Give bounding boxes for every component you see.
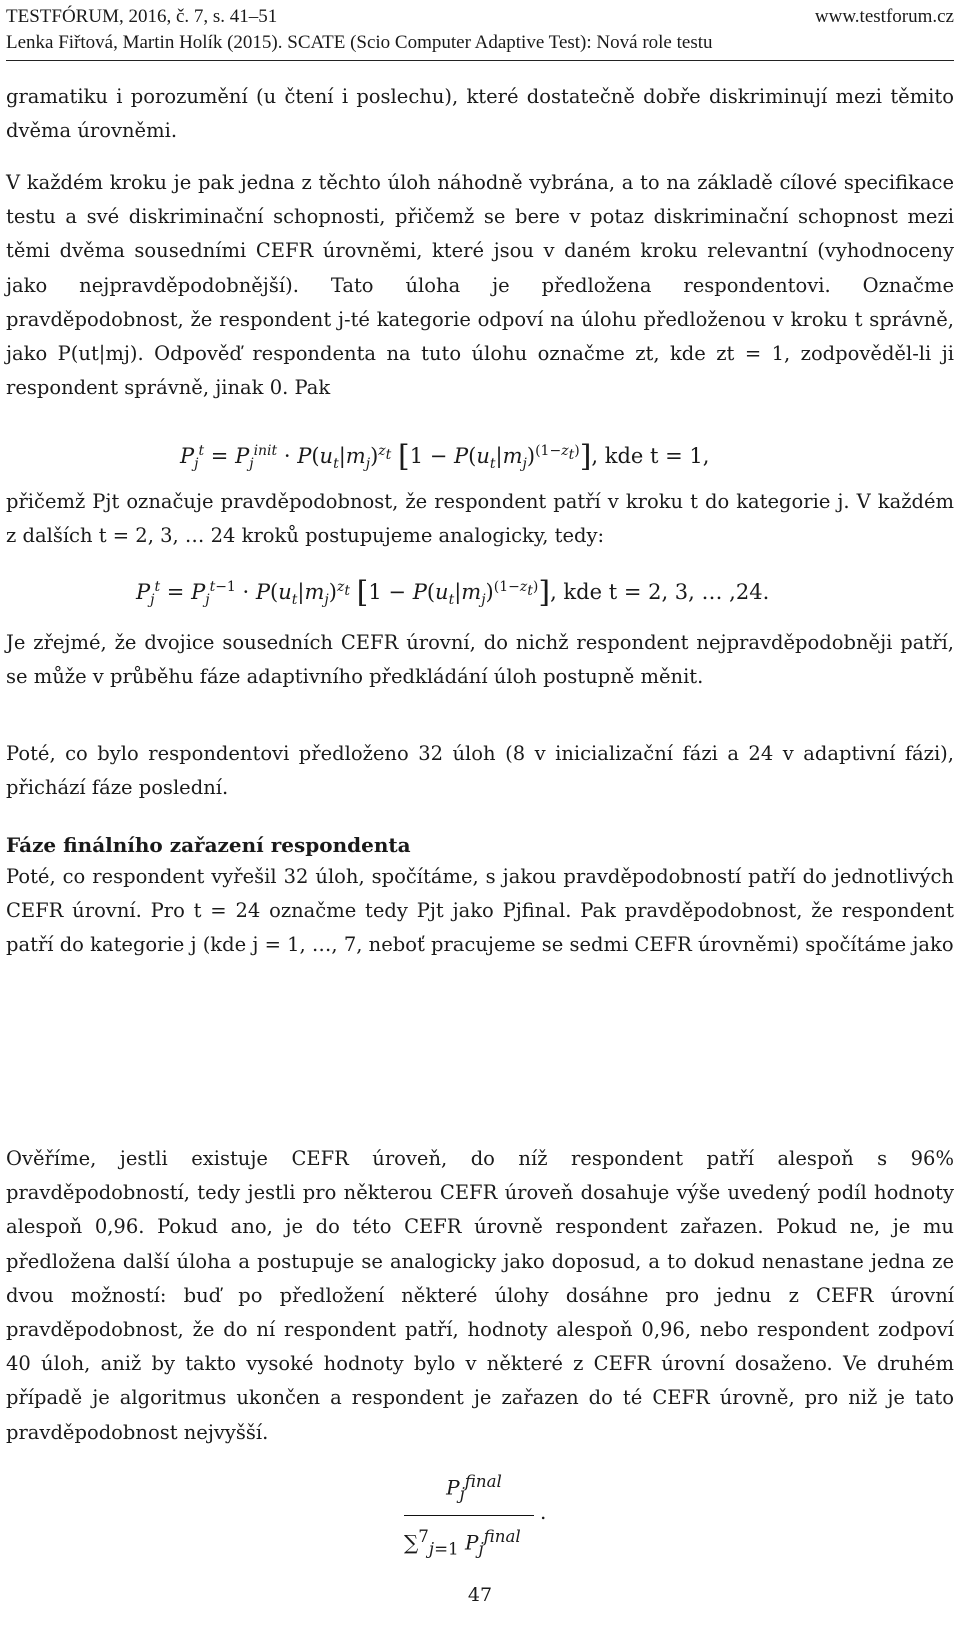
- normalization-fraction: [404, 1468, 547, 1564]
- header-divider: [6, 60, 954, 61]
- formula-step-t: $P_j^t = P_j^{t-1} \cdot P(u_t|m_j)^{z_t}$ $[1 - P(u_t|m_j)^{(1-z_t)}]$, kde t = 2, 3, … ,24.: [136, 575, 770, 610]
- paragraph-5: Poté, co bylo respondentovi předloženo 32 úloh (8 v inicializační fázi a 24 v adaptivní fázi), přichází fáze poslední.: [6, 742, 954, 800]
- paragraph-7: Ověříme, jestli existuje CEFR úroveň, do níž respondent patří alespoň s 96% pravděpodobností, tedy jestli pro některou CEFR úroveň dosahuje výše uvedený podíl hodnoty alespoň 0,96. Pokud ano, je do této CEFR úrovně respondent zařazen. Pokud ne, je mu předložena další úloha a postupuje se analogicky jako doposud, a to dokud nenastane jedna ze dvou možností: buď po předložení některé úlohy dosáhne pro jednu z CEFR úrovní pravděpodobnost, že do ní respondent patří, hodnoty alespoň 0,96, nebo respondent zodpoví 40 úloh, aniž by takto vysoké hodnoty bylo v některé z CEFR úrovní dosaženo. Ve druhém případě je algoritmus ukončen a respondent je zařazen do té CEFR úrovně, pro niž je tato pravděpodobnost nejvyšší.: [6, 1147, 954, 1444]
- formula-2-condition: , kde t = 2, 3, … ,24.: [550, 580, 770, 604]
- section-heading: Fáze finálního zařazení respondenta: [6, 833, 411, 857]
- fraction-denominator: ∑$^7_{j=1}$ $P_j^{final}$: [404, 1526, 521, 1559]
- paragraph-6: Poté, co respondent vyřešil 32 úloh, spočítáme, s jakou pravděpodobností patří do jednotlivých CEFR úrovní. Pro t = 24 označme tedy Pjt jako Pjfinal. Pak pravděpodobnost, že respondent patří do kategorie j (kde j = 1, …, 7, neboť pracujeme se sedmi CEFR úrovněmi) spočítáme jako: [6, 865, 954, 957]
- journal-website: www.testforum.cz: [814, 6, 954, 27]
- paragraph-3: přičemž Pjt označuje pravděpodobnost, že respondent patří v kroku t do kategorie j. V každém z dalších t = 2, 3, … 24 kroků postupujeme analogicky, tedy:: [6, 490, 954, 548]
- fraction-numerator: $P_j^{final}$: [446, 1472, 502, 1504]
- formula-1-condition: , kde t = 1,: [591, 444, 710, 468]
- fraction-period: .: [540, 1500, 547, 1524]
- formula-step-1: $P_j^t = P_j^{init} \cdot P(u_t|m_j)^{z_t}$ $[1 - P(u_t|m_j)^{(1-z_t)}]$, kde t = 1,: [180, 439, 710, 474]
- page-number: 47: [467, 1584, 493, 1606]
- paragraph-2: V každém kroku je pak jedna z těchto úloh náhodně vybrána, a to na základě cílové specifikace testu a své diskriminační schopnosti, přičemž se bere v potaz diskriminační schopnost mezi těmi dvěma sousedními CEFR úrovněmi, které jsou v daném kroku relevantní (vyhodnoceny jako nejpravděpodobnější). Tato úloha je předložena respondentovi. Označme pravděpodobnost, že respondent j-té kategorie odpoví na úlohu předloženou v kroku t správně, jako P(ut|mj). Odpověď respondenta na tuto úlohu označme zt, kde zt = 1, zodpověděl-li ji respondent správně, jinak 0. Pak: [6, 171, 954, 400]
- paragraph-1: gramatiku i porozumění (u čtení i poslechu), které dostatečně dobře diskriminují mezi těmito dvěma úrovněmi.: [6, 85, 954, 143]
- paragraph-4: Je zřejmé, že dvojice sousedních CEFR úrovní, do nichž respondent nejpravděpodobněji patří, se může v průběhu fáze adaptivního předkládání úloh postupně měnit.: [6, 631, 954, 689]
- journal-info: TESTFÓRUM, 2016, č. 7, s. 41–51: [6, 6, 278, 27]
- article-citation: Lenka Fiřtová, Martin Holík (2015). SCATE (Scio Computer Adaptive Test): Nová role testu: [6, 32, 713, 53]
- running-header: [6, 4, 954, 56]
